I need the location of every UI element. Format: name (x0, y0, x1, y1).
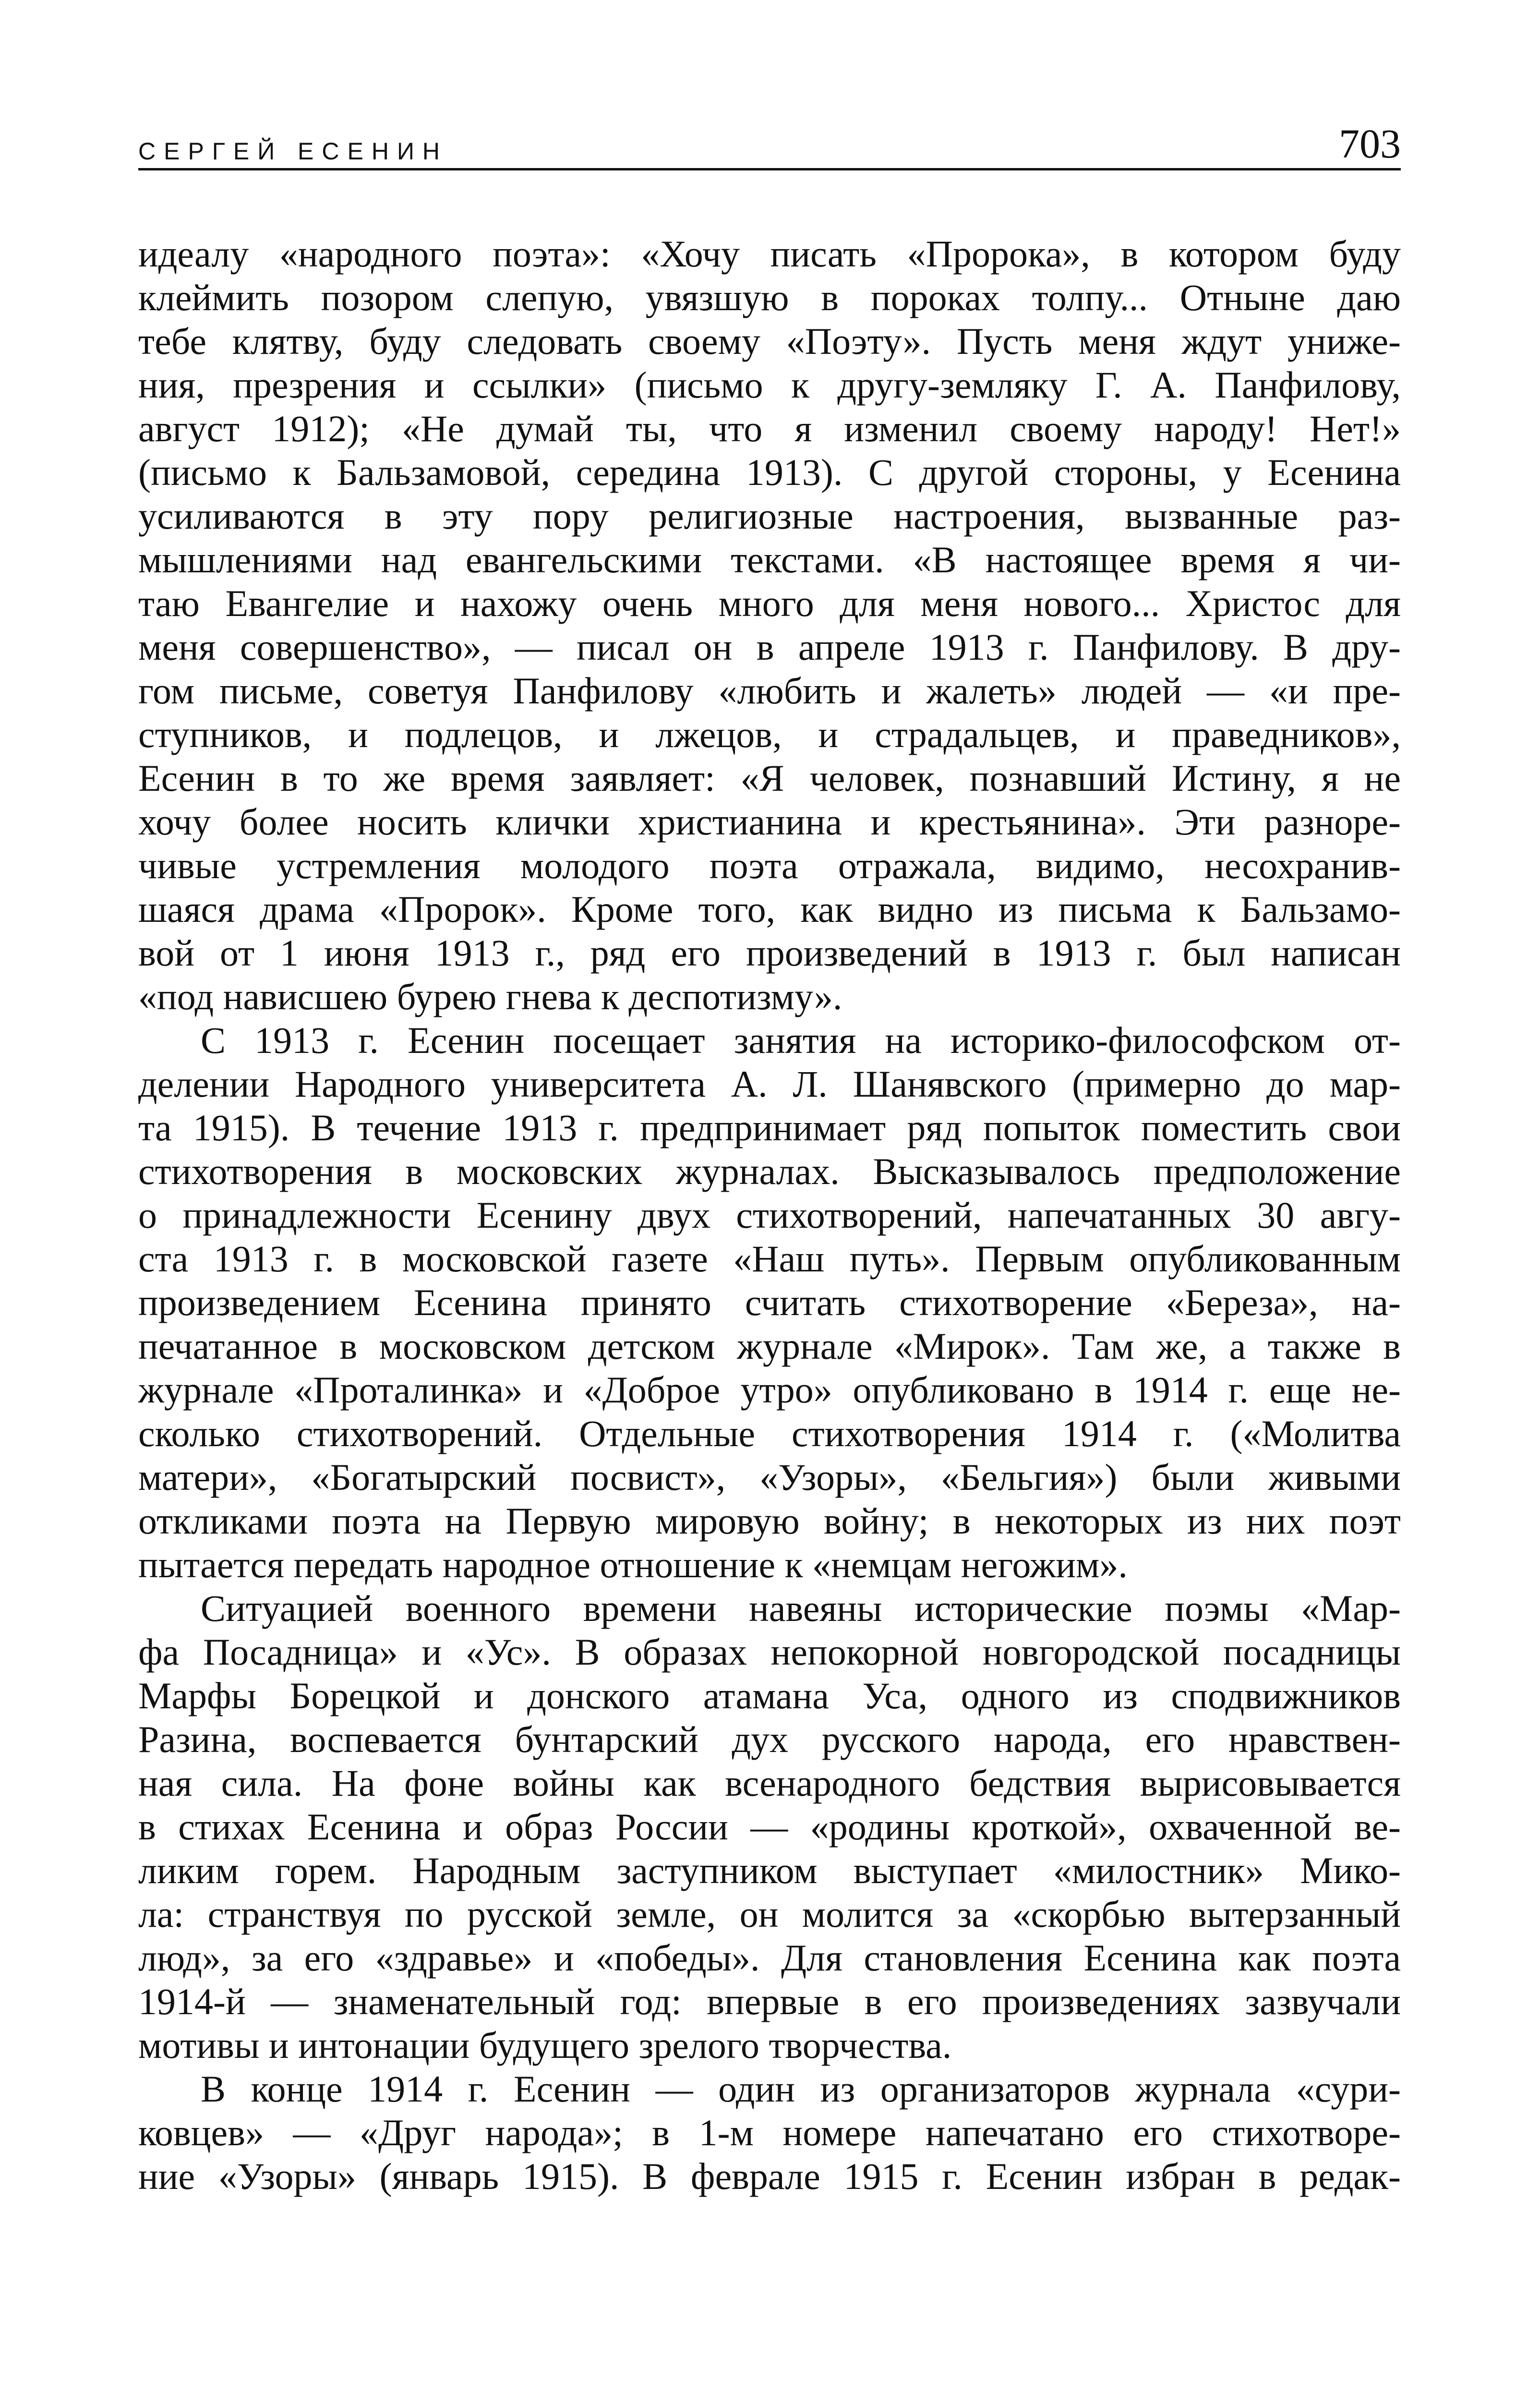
page-number: 703 (1339, 121, 1401, 167)
text-line: о принадлежности Есенину двух стихотворений, напечатанных 30 авгу- (138, 1194, 1401, 1236)
text-line: ста 1913 г. в московской газете «Наш путь». Первым опубликованным (138, 1238, 1401, 1280)
text-line: гом письме, советуя Панфилову «любить и жалеть» людей — «и пре- (138, 670, 1401, 712)
text-line: журнале «Проталинка» и «Доброе утро» опубликовано в 1914 г. еще не- (138, 1369, 1401, 1411)
text-line: делении Народного университета А. Л. Шанявского (примерно до мар- (138, 1063, 1401, 1105)
book-page (138, 110, 1401, 2198)
text-line: вой от 1 июня 1913 г., ряд его произведений в 1913 г. был написан (138, 932, 1401, 974)
text-line: шаяся драма «Пророк». Кроме того, как видно из письма к Бальзамо- (138, 888, 1401, 930)
text-line: идеалу «народного поэта»: «Хочу писать «Пророка», в котором буду (138, 233, 1401, 275)
text-line: август 1912); «Не думай ты, что я изменил своему народу! Нет!» (138, 408, 1401, 449)
text-line: ликим горем. Народным заступником выступает «милостник» Мико- (138, 1849, 1401, 1891)
text-line: сколько стихотворений. Отдельные стихотворения 1914 г. («Молитва (138, 1413, 1401, 1454)
paragraph-2 (138, 1018, 1401, 1586)
text-line: ступников, и подлецов, и лжецов, и страдальцев, и праведников», (138, 713, 1401, 755)
text-line: ние «Узоры» (январь 1915). В феврале 1915 г. Есенин избран в редак- (138, 2155, 1401, 2197)
body-text (138, 232, 1401, 2198)
text-line: Ситуацией военного времени навеяны исторические поэмы «Мар- (201, 1587, 1401, 1629)
text-line: тебе клятву, буду следовать своему «Поэту». Пусть меня ждут униже- (138, 320, 1401, 362)
text-line: ковцев» — «Друг народа»; в 1-м номере напечатано его стихотворе- (138, 2112, 1401, 2153)
text-line: печатанное в московском детском журнале «Мирок». Там же, а также в (138, 1325, 1401, 1367)
text-line: Есенин в то же время заявляет: «Я человек, познавший Истину, я не (138, 757, 1401, 799)
text-line: матери», «Богатырский посвист», «Узоры», «Бельгия») были живыми (138, 1456, 1401, 1498)
running-head-author: СЕРГЕЙ ЕСЕНИН (138, 138, 448, 165)
paragraph-3 (138, 1586, 1401, 2067)
text-line: клеймить позором слепую, увязшую в пороках толпу... Отныне даю (138, 277, 1401, 318)
text-line: 1914-й — знаменательный год: впервые в его произведениях зазвучали (138, 1981, 1401, 2022)
text-line: Марфы Борецкой и донского атамана Уса, одного из сподвижников (138, 1675, 1401, 1716)
text-line: ла: странствуя по русской земле, он молится за «скорбью вытерзанный (138, 1893, 1401, 1935)
text-line: та 1915). В течение 1913 г. предпринимает ряд попыток поместить свои (138, 1107, 1401, 1148)
paragraph-4 (138, 2067, 1401, 2198)
text-line: стихотворения в московских журналах. Высказывалось предположение (138, 1150, 1401, 1192)
text-line: люд», за его «здравье» и «победы». Для становления Есенина как поэта (138, 1937, 1401, 1979)
text-line: ная сила. На фоне войны как всенародного бедствия вырисовывается (138, 1762, 1401, 1804)
text-line: произведением Есенина принято считать стихотворение «Береза», на- (138, 1281, 1401, 1323)
text-line: хочу более носить клички христианина и крестьянина». Эти разноре- (138, 801, 1401, 843)
text-line: в стихах Есенина и образ России — «родины кроткой», охваченной ве- (138, 1806, 1401, 1848)
paragraph-1 (138, 232, 1401, 1018)
text-line: откликами поэта на Первую мировую войну; в некоторых из них поэт (138, 1500, 1401, 1542)
text-line: мотивы и интонации будущего зрелого творчества. (138, 2024, 952, 2066)
text-line: пытается передать народное отношение к «немцам негожим». (138, 1544, 1128, 1585)
text-line: (письмо к Бальзамовой, середина 1913). С другой стороны, у Есенина (138, 451, 1401, 493)
text-line: С 1913 г. Есенин посещает занятия на историко-философском от- (201, 1019, 1401, 1061)
text-line: ния, презрения и ссылки» (письмо к другу-земляку Г. А. Панфилову, (138, 364, 1401, 406)
text-line: В конце 1914 г. Есенин — один из организаторов журнала «сури- (201, 2068, 1401, 2110)
text-line: мышлениями над евангельскими текстами. «В настоящее время я чи- (138, 539, 1401, 580)
text-line: меня совершенство», — писал он в апреле 1913 г. Панфилову. В дру- (138, 626, 1401, 668)
text-line: таю Евангелие и нахожу очень много для меня нового... Христос для (138, 582, 1401, 624)
text-line: фа Посадница» и «Ус». В образах непокорной новгородской посадницы (138, 1631, 1401, 1673)
text-line: «под нависшею бурею гнева к деспотизму». (138, 976, 842, 1017)
text-line: Разина, воспевается бунтарский дух русского народа, его нравствен- (138, 1718, 1401, 1760)
text-line: чивые устремления молодого поэта отражала, видимо, несохранив- (138, 845, 1401, 886)
running-head (138, 110, 1401, 170)
text-line: усиливаются в эту пору религиозные настроения, вызванные раз- (138, 495, 1401, 537)
